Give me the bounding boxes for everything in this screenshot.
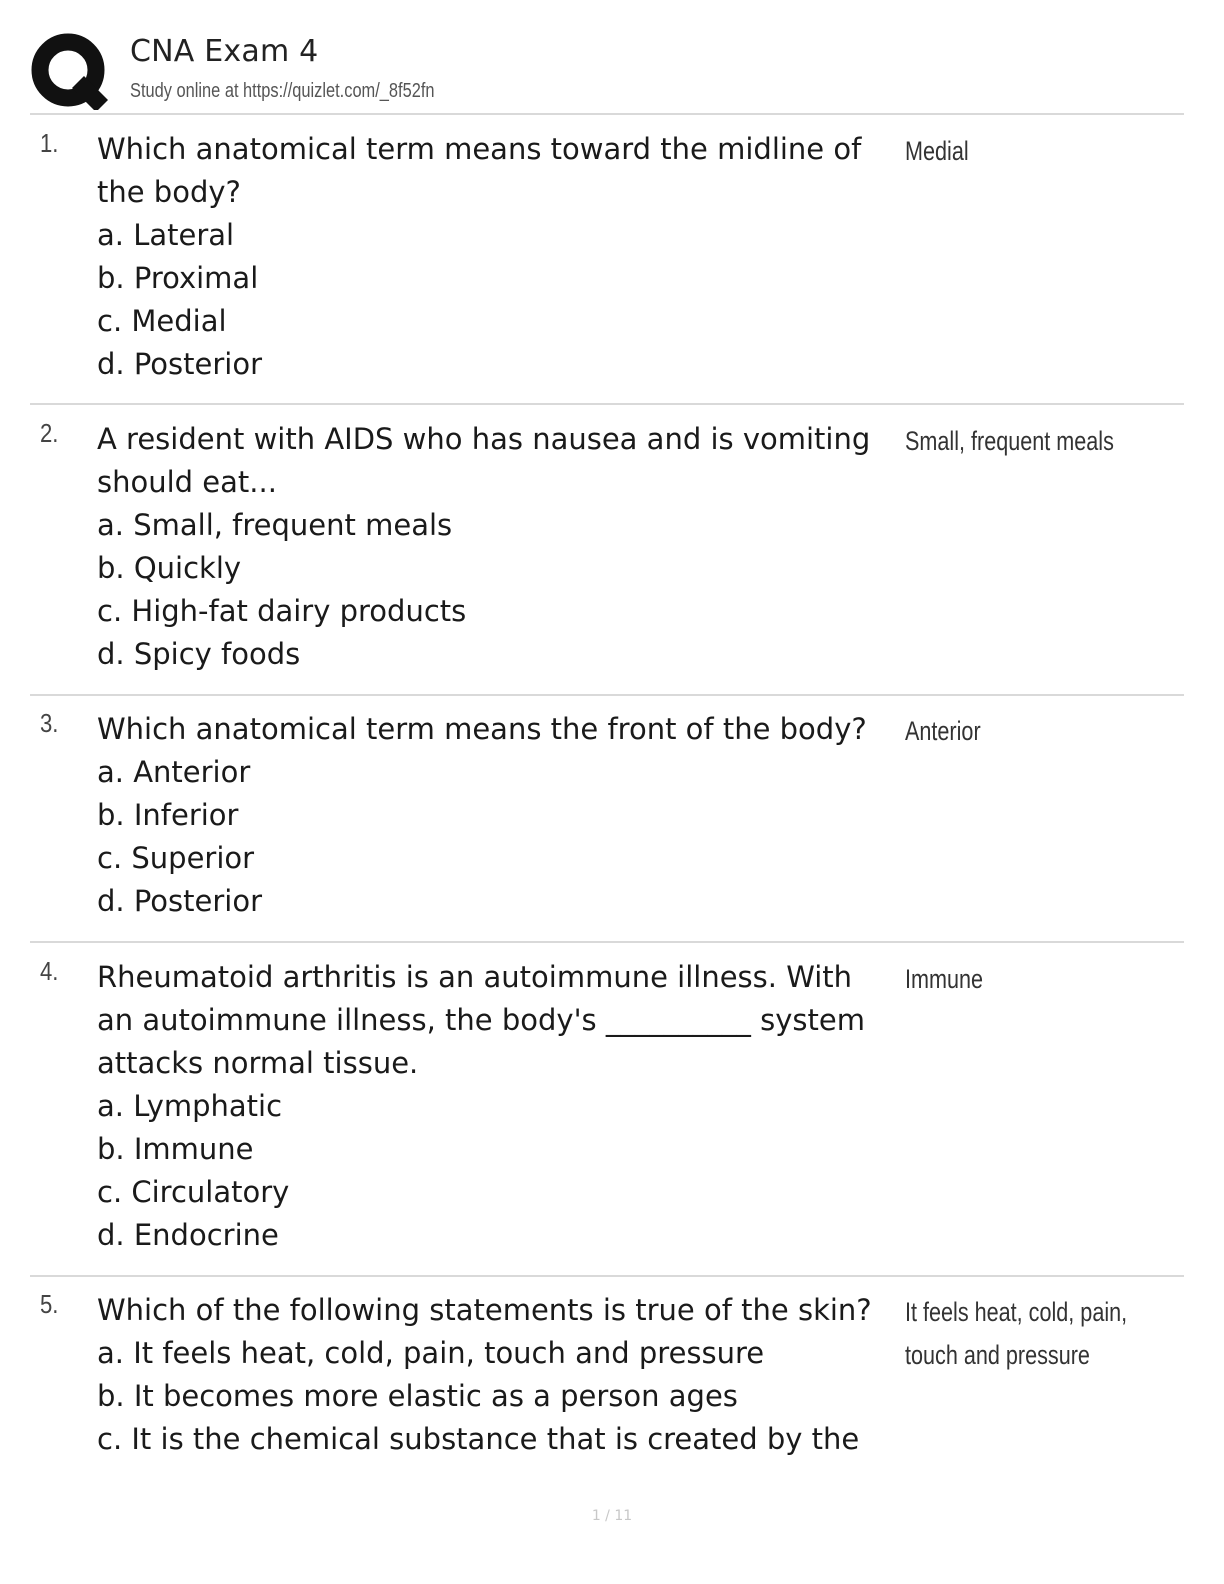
answer-line: Medial [905, 136, 969, 166]
question-line: attacks normal tissue. [97, 1046, 419, 1080]
question-line: Which of the following statements is true of the skin? [97, 1293, 872, 1327]
divider [30, 113, 1184, 115]
answer-line: Small, frequent meals [905, 426, 1114, 456]
answer-line: Immune [905, 964, 984, 994]
card-number: 1. [40, 128, 59, 158]
option-d: d. Endocrine [97, 1218, 279, 1252]
answer-line: It feels heat, cold, pain, [905, 1297, 1128, 1327]
option-b: b. Inferior [97, 798, 239, 832]
answer-line: touch and pressure [905, 1340, 1090, 1370]
option-a: a. Lateral [97, 218, 235, 252]
question-line: should eat... [97, 465, 277, 499]
option-c: c. High-fat dairy products [97, 594, 467, 628]
page-header [30, 28, 1184, 114]
question-line: Which anatomical term means toward the midline of [97, 132, 862, 166]
page-number: 1 / 11 [591, 1508, 633, 1524]
page-title: CNA Exam 4 [130, 34, 319, 69]
question-line: an autoimmune illness, the body's __________ system [97, 1003, 865, 1037]
card-number: 5. [40, 1289, 59, 1319]
option-b: b. It becomes more elastic as a person ages [97, 1379, 738, 1413]
option-a: a. Lymphatic [97, 1089, 283, 1123]
divider [30, 1275, 1184, 1277]
option-d: d. Spicy foods [97, 637, 301, 671]
question-line: A resident with AIDS who has nausea and is vomiting [97, 422, 871, 456]
card-answer [905, 420, 1145, 463]
card-question [97, 956, 897, 1257]
option-b: b. Proximal [97, 261, 259, 295]
option-a: a. It feels heat, cold, pain, touch and pressure [97, 1336, 765, 1370]
quizlet-logo-icon [30, 30, 110, 110]
option-b: b. Quickly [97, 551, 242, 585]
divider [30, 941, 1184, 943]
card-answer [905, 710, 1145, 753]
card-question [97, 1289, 897, 1461]
option-b: b. Immune [97, 1132, 254, 1166]
option-a: a. Anterior [97, 755, 251, 789]
option-d: d. Posterior [97, 347, 263, 381]
card-number: 3. [40, 708, 59, 738]
card-question [97, 128, 897, 386]
divider [30, 403, 1184, 405]
option-c: c. It is the chemical substance that is created by the [97, 1422, 860, 1456]
card-number: 4. [40, 956, 59, 986]
card-question [97, 708, 897, 923]
option-c: c. Medial [97, 304, 227, 338]
option-c: c. Superior [97, 841, 255, 875]
study-online-link[interactable]: Study online at https://quizlet.com/_8f52fn [130, 80, 435, 102]
answer-line: Anterior [905, 716, 981, 746]
card-answer [905, 1291, 1145, 1377]
card-question [97, 418, 897, 676]
card-number: 2. [40, 418, 59, 448]
question-line: Which anatomical term means the front of the body? [97, 712, 867, 746]
question-line: Rheumatoid arthritis is an autoimmune illness. With [97, 960, 853, 994]
divider [30, 694, 1184, 696]
option-c: c. Circulatory [97, 1175, 290, 1209]
question-line: the body? [97, 175, 241, 209]
card-answer [905, 958, 1145, 1001]
card-answer [905, 130, 1145, 173]
option-a: a. Small, frequent meals [97, 508, 453, 542]
option-d: d. Posterior [97, 884, 263, 918]
